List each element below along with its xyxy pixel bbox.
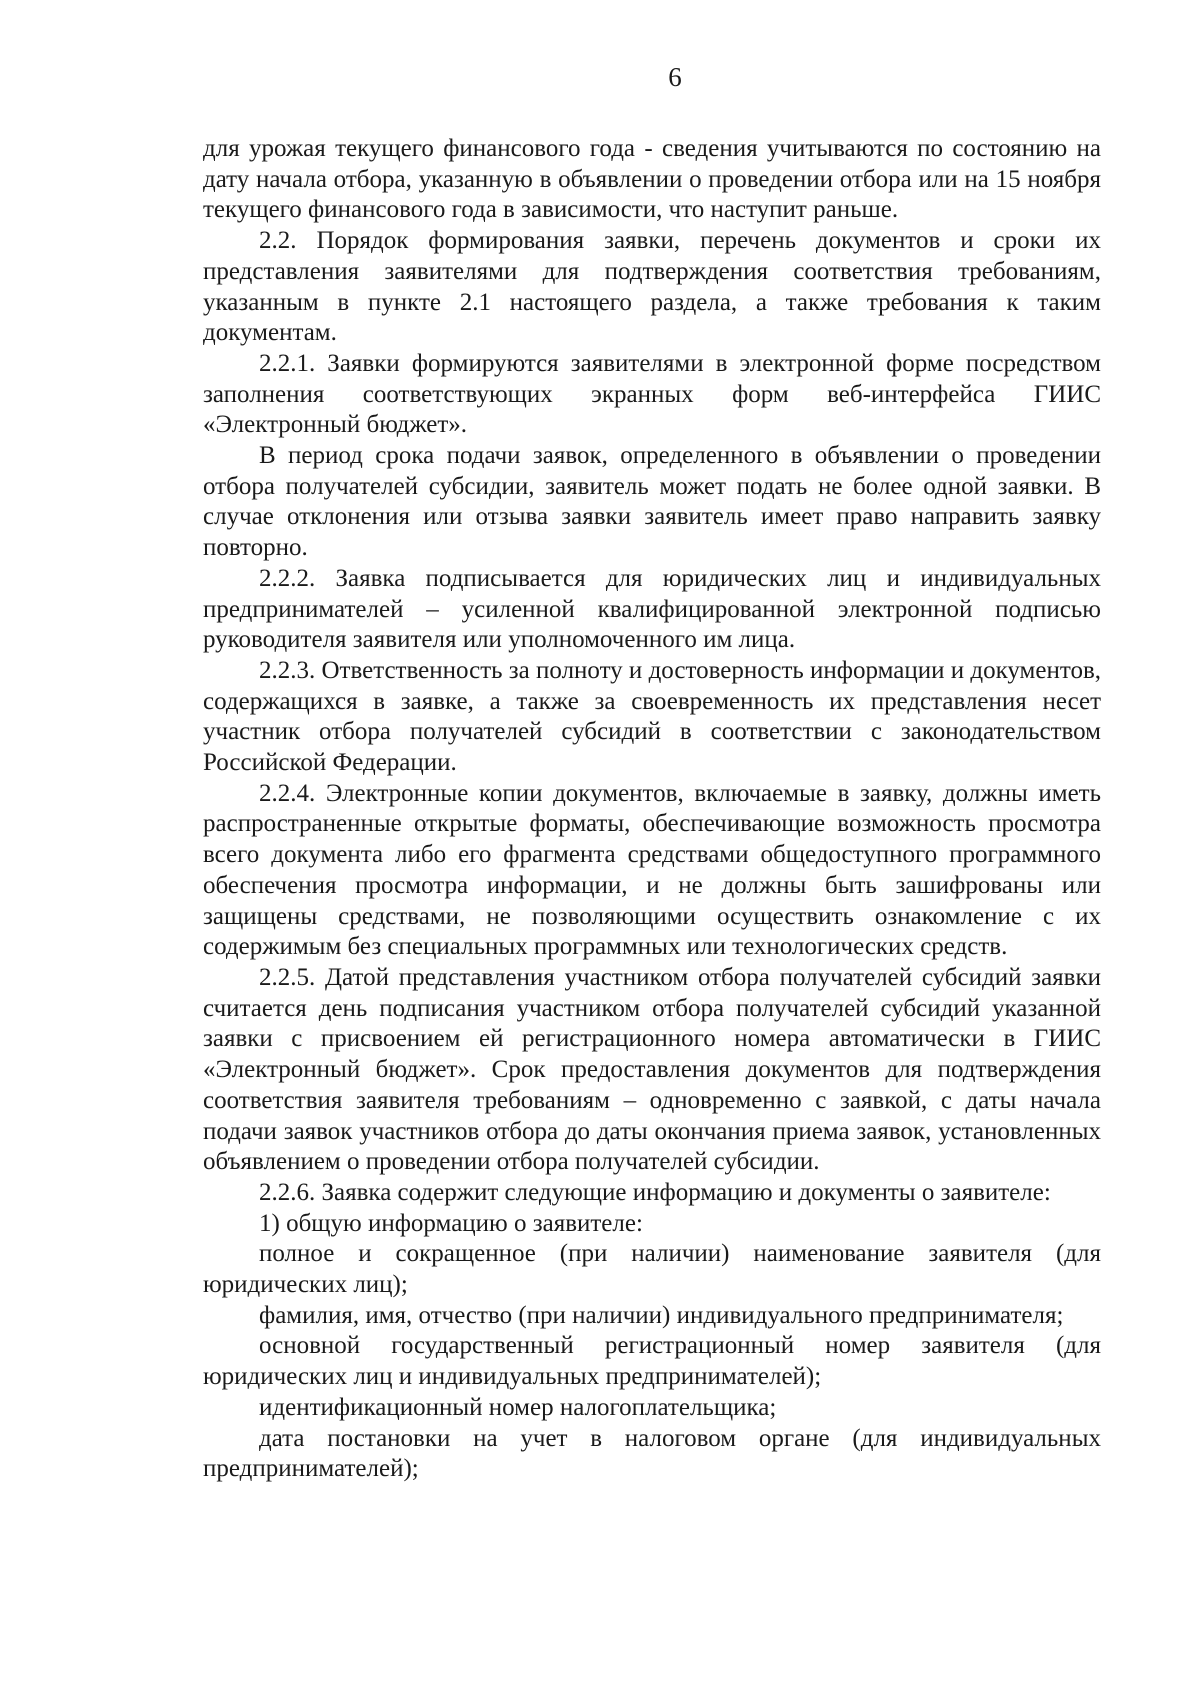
page-number: 6 bbox=[668, 62, 682, 92]
list-item: основной государственный регистрационный номер заявителя (для юридических лиц и индивидуальных предпринимателей); bbox=[203, 1332, 1101, 1391]
paragraph: 2.2.2. Заявка подписывается для юридических лиц и индивидуальных предпринимателей – усиленной квалифицированной электронной подписью руководителя заявителя или уполномоченного им лица. bbox=[203, 564, 1101, 654]
paragraph: 2.2.3. Ответственность за полноту и достоверность информации и документов, содержащихся в заявке, а также за своевременность их представления несет участник отбора получателей субсидий в соответствии с законодательством Российской Федерации. bbox=[203, 656, 1101, 777]
paragraph: 2.2.4. Электронные копии документов, включаемые в заявку, должны иметь распространенные открытые форматы, обеспечивающие возможность просмотра всего документа либо его фрагмента средствами общедоступного программного обеспечения просмотра информации, и не должны быть зашифрованы или защищены средствами, не позволяющими осуществить ознакомление с их содержимым без специальных программных или технологических средств. bbox=[203, 779, 1101, 961]
paragraph: 2.2. Порядок формирования заявки, перечень документов и сроки их представления заявителями для подтверждения соответствия требованиям, указанным в пункте 2.1 настоящего раздела, а также требования к таким документам. bbox=[203, 227, 1101, 347]
list-item: идентификационный номер налогоплательщика; bbox=[259, 1393, 777, 1421]
paragraph: 2.2.6. Заявка содержит следующие информацию и документы о заявителе: bbox=[259, 1178, 1051, 1206]
paragraph: 2.2.5. Датой представления участником отбора получателей субсидий заявки считается день подписания участником отбора получателей субсидий указанной заявки с присвоением ей регистрационного номера автоматически в ГИИС «Электронный бюджет». Срок предоставления документов для подтверждения соответствия заявителя требованиям – одновременно с заявкой, с даты начала подачи заявок участников отбора до даты окончания приема заявок, установленных объявлением о проведении отбора получателей субсидии. bbox=[203, 963, 1101, 1176]
paragraph: 2.2.1. Заявки формируются заявителями в электронной форме посредством заполнения соответствующих экранных форм веб-интерфейса ГИИС «Электронный бюджет». bbox=[203, 349, 1101, 439]
document-body bbox=[203, 134, 1101, 1485]
paragraph: для урожая текущего финансового года - сведения учитываются по состоянию на дату начала отбора, указанную в объявлении о проведении отбора или на 15 ноября текущего финансового года в зависимости, что наступит раньше. bbox=[203, 135, 1101, 224]
list-item: фамилия, имя, отчество (при наличии) индивидуального предпринимателя; bbox=[259, 1301, 1064, 1329]
list-item: дата постановки на учет в налоговом органе (для индивидуальных предпринимателей); bbox=[203, 1424, 1101, 1483]
list-item: полное и сокращенное (при наличии) наименование заявителя (для юридических лиц); bbox=[203, 1240, 1101, 1299]
paragraph: В период срока подачи заявок, определенного в объявлении о проведении отбора получателей субсидии, заявитель может подать не более одной заявки. В случае отклонения или отзыва заявки заявитель имеет право направить заявку повторно. bbox=[203, 442, 1101, 562]
list-item: 1) общую информацию о заявителе: bbox=[259, 1209, 643, 1237]
